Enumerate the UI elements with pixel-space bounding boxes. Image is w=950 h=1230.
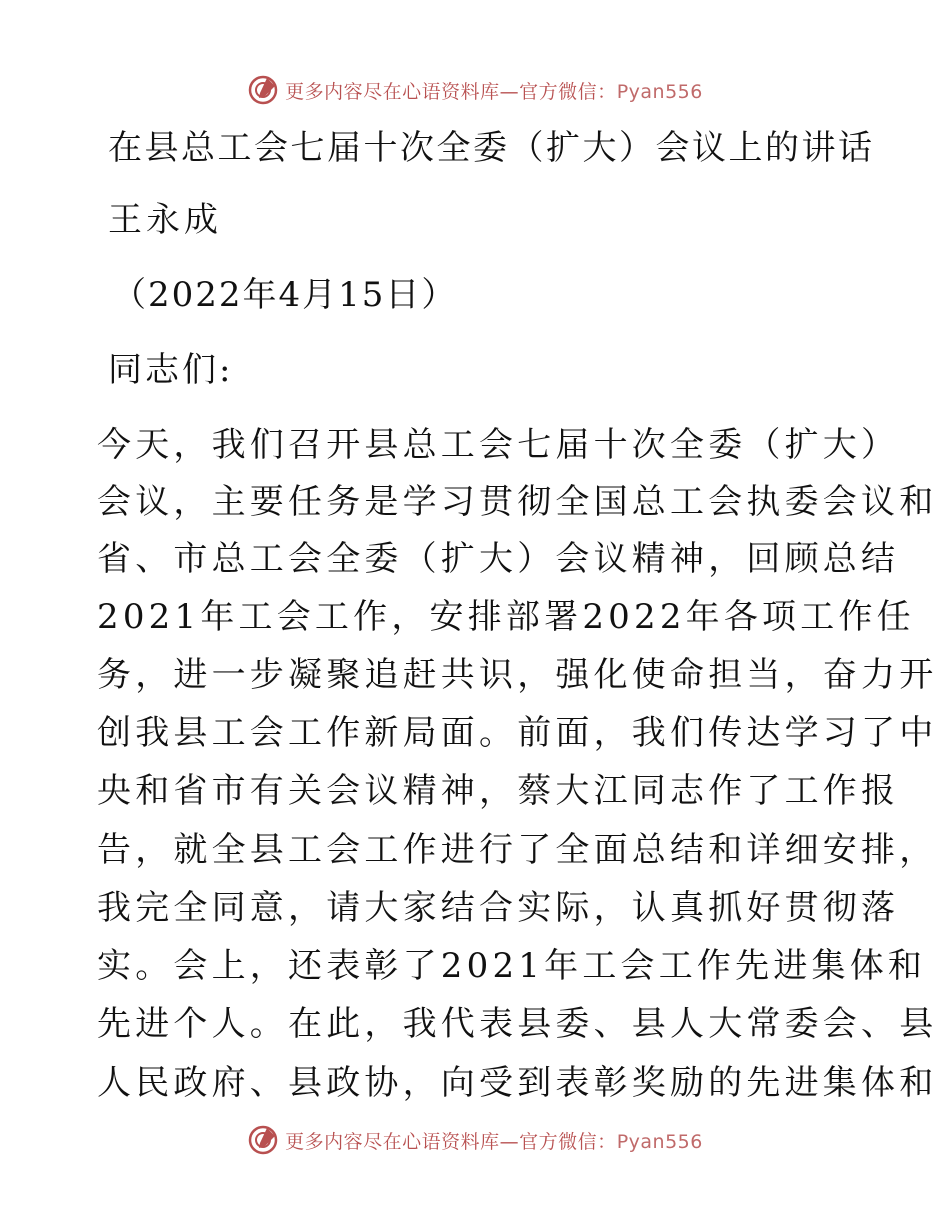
footer-watermark (0, 1120, 950, 1160)
header-watermark (0, 70, 950, 110)
watermark-handle: Pyan556 (616, 1130, 703, 1153)
document-date: （2022年4月15日） (112, 275, 458, 315)
watermark-main: 更多内容尽在心语资料库 (285, 1130, 500, 1153)
watermark-suffix: 官方微信： (519, 80, 617, 103)
watermark-separator: — (499, 80, 520, 103)
body-line: 省、市总工会全委（扩大）会议精神，回顾总结 (97, 539, 900, 579)
body-line: 人民政府、县政协，向受到表彰奖励的先进集体和 (97, 1063, 938, 1103)
watermark-handle: Pyan556 (616, 80, 703, 103)
watermark-separator: — (499, 1130, 520, 1153)
watermark-text (285, 77, 703, 104)
body-line: 我完全同意，请大家结合实际，认真抓好贯彻落 (97, 888, 900, 928)
body-line: 今天，我们召开县总工会七届十次全委（扩大） (97, 425, 900, 465)
brand-logo-icon (247, 1124, 279, 1156)
document-title: 在县总工会七届十次全委（扩大）会议上的讲话 (108, 128, 875, 168)
body-line: 实。会上，还表彰了2021年工会工作先进集体和 (97, 946, 927, 986)
brand-logo-icon (247, 74, 279, 106)
body-line: 先进个人。在此，我代表县委、县人大常委会、县 (97, 1004, 938, 1044)
document-greeting: 同志们: (108, 350, 234, 390)
document-author: 王永成 (108, 200, 222, 240)
watermark-suffix: 官方微信： (519, 1130, 617, 1153)
body-line: 央和省市有关会议精神，蔡大江同志作了工作报 (97, 771, 900, 811)
watermark-main: 更多内容尽在心语资料库 (285, 80, 500, 103)
body-line: 告，就全县工会工作进行了全面总结和详细安排， (97, 830, 938, 870)
body-line: 务，进一步凝聚追赶共识，强化使命担当，奋力开 (97, 655, 938, 695)
body-line: 2021年工会工作，安排部署2022年各项工作任 (97, 597, 915, 637)
body-line: 创我县工会工作新局面。前面，我们传达学习了中 (97, 713, 938, 753)
watermark-text (285, 1127, 703, 1154)
body-line: 会议，主要任务是学习贯彻全国总工会执委会议和 (97, 482, 938, 522)
